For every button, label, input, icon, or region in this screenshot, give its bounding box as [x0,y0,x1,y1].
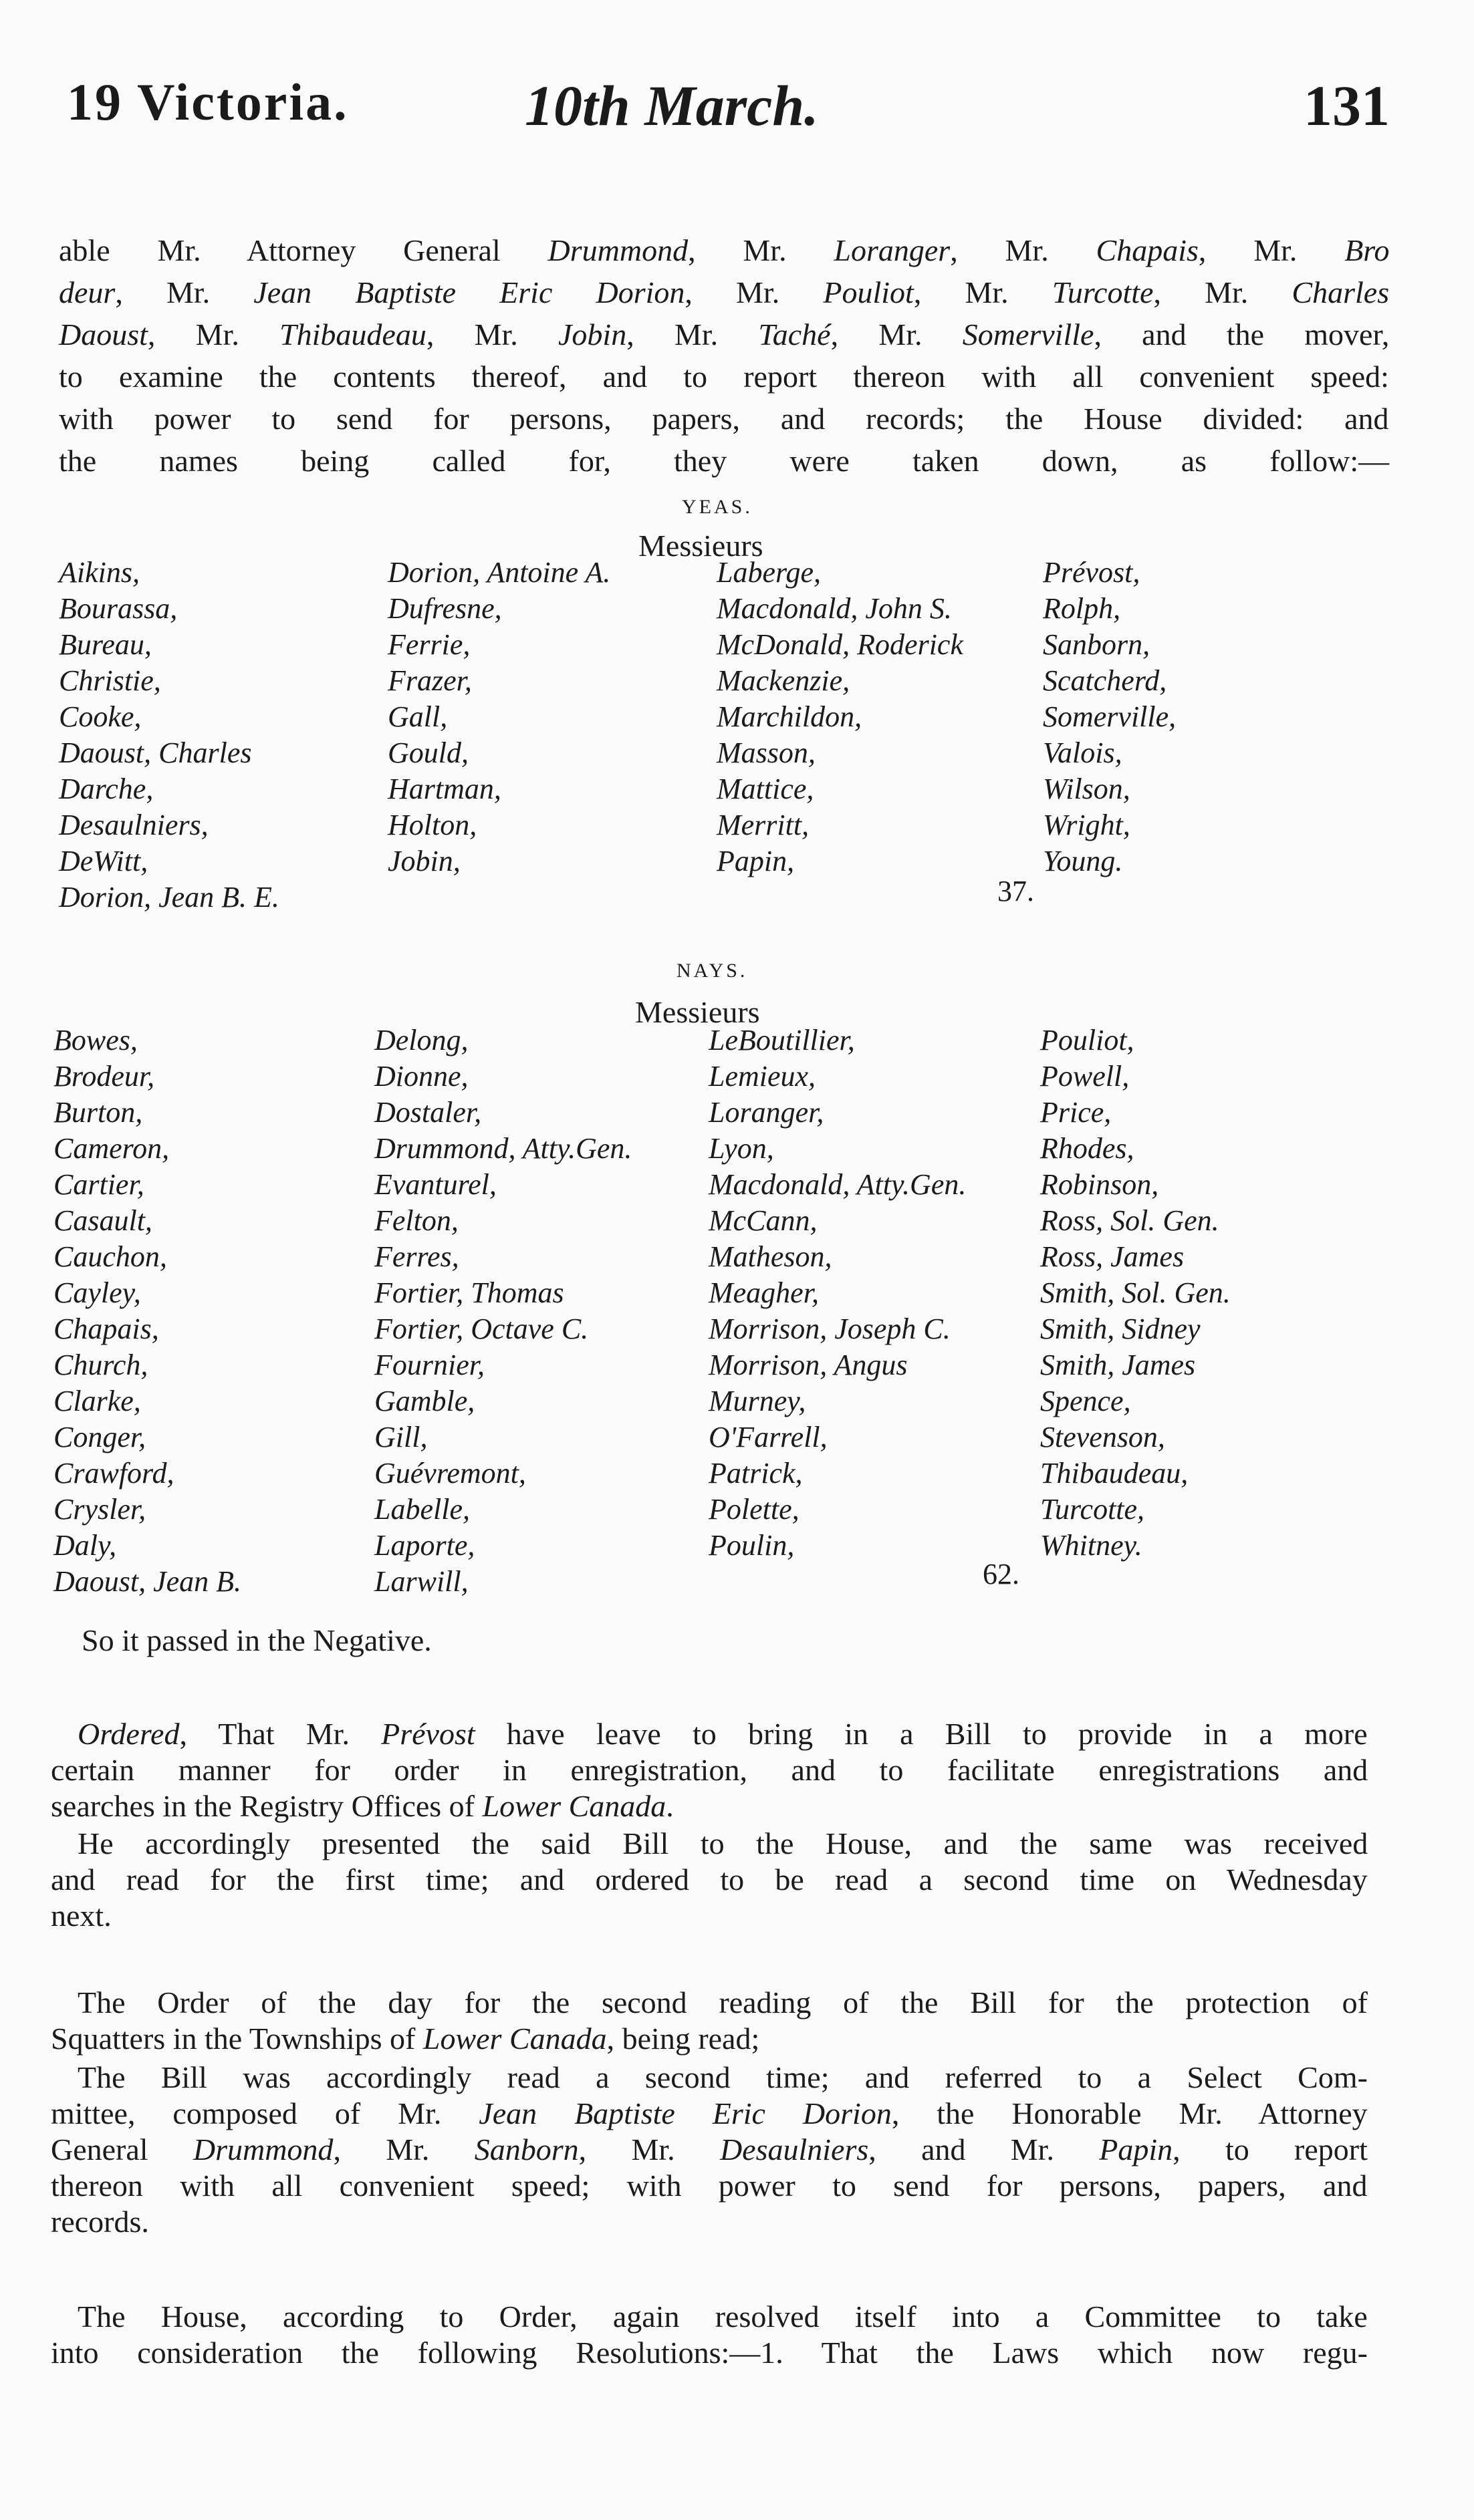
member-name: Stevenson, [1040,1421,1165,1453]
member-name: Robinson, [1040,1168,1159,1201]
text-run: , Mr. [333,2132,475,2166]
member-name: Fournier, [374,1349,485,1381]
member-name: Chapais, [53,1312,159,1345]
text-run: , Mr. [830,317,963,352]
member-name: Macdonald, Atty.Gen. [709,1168,967,1201]
italic-name: Daoust [59,317,148,352]
member-name: Church, [53,1349,148,1381]
text-run: The Order of the day for the second reading of the Bill for the protection of [78,1985,1368,2019]
member-name: Cauchon, [53,1240,167,1273]
member-name: Powell, [1040,1060,1130,1093]
member-name: Macdonald, John S. [717,592,952,625]
header-date: 10th March. [525,74,819,138]
member-name: Young. [1043,845,1123,877]
member-name: Wright, [1043,809,1130,841]
para5-line [51,2338,1368,2368]
member-name: Lemieux, [709,1060,816,1093]
text-run: , That Mr. [179,1717,382,1751]
member-name: Morrison, Angus [709,1349,908,1381]
member-name: Fortier, Octave C. [374,1312,589,1345]
member-name: Holton, [388,809,477,841]
text-run: searches in the Registry Offices of [51,1789,483,1823]
italic-name: Jobin [558,317,627,352]
yeas-column [388,555,610,879]
text-run: , Mr. [1198,233,1345,267]
italic-name: Sanborn [474,2132,579,2166]
para4-line [51,2134,1368,2165]
member-name: Cooke, [59,700,142,733]
member-name: Dufresne, [388,592,502,625]
member-name: Merritt, [717,809,810,841]
member-name: Gamble, [374,1385,475,1417]
member-name: Dionne, [374,1060,469,1093]
text-run: with power to send for persons, papers, and records; the House divided: and [59,402,1389,436]
nays-column [374,1022,632,1600]
para2-line [51,1864,1368,1895]
para4-line [51,2207,149,2237]
member-name: Smith, James [1040,1349,1196,1381]
text-run: General [51,2132,193,2166]
para2-line [51,1901,112,1931]
member-name: Mackenzie, [717,664,850,697]
italic-name: Bro [1344,233,1390,267]
member-name: Daoust, Jean B. [53,1565,242,1598]
member-name: Dorion, Antoine A. [388,556,611,589]
para4-line [51,2168,1368,2203]
member-name: Crysler, [53,1493,146,1526]
para1-line [51,1755,1368,1786]
member-name: Drummond, Atty.Gen. [374,1132,632,1165]
member-name: Gould, [388,736,469,769]
para4-line [78,2062,1368,2093]
intro-line [59,319,1389,350]
member-name: Bourassa, [59,592,178,625]
text-run: have leave to bring in a Bill to provide in a more [475,1717,1368,1751]
member-name: Labelle, [374,1493,470,1526]
member-name: Masson, [717,736,816,769]
intro-line [59,446,1389,476]
text-run: The Bill was accordingly read a second time; and referred to a Select Com- [78,2060,1368,2094]
text-run: able Mr. Attorney General [59,233,548,267]
member-name: Scatcherd, [1043,664,1167,697]
text-run: and read for the first time; and ordered to be read a second time on Wednesday [51,1862,1368,1897]
member-name: Patrick, [709,1457,803,1490]
italic-name: Somerville [962,317,1094,352]
para4-line [51,2098,1368,2129]
nays-heading: NAYS. [677,960,748,982]
member-name: Morrison, Joseph C. [709,1312,951,1345]
member-name: Clarke, [53,1385,141,1417]
italic-name: Lower Canada [482,1789,666,1823]
member-name: Desaulniers, [59,809,209,841]
text-run: , Mr. [950,233,1096,267]
member-name: Sanborn, [1043,628,1150,661]
member-name: Loranger, [709,1096,824,1129]
text-run: , Mr. [578,2132,720,2166]
member-name: Guévremont, [374,1457,526,1490]
member-name: Felton, [374,1204,459,1237]
member-name: Christie, [59,664,161,697]
italic-name: Drummond [547,233,689,267]
intro-line [59,404,1389,434]
yeas-column [1043,555,1176,879]
para1-line [78,1719,1368,1749]
para2-line [78,1828,1368,1859]
italic-name: Loranger [834,233,951,267]
italic-name: Thibaudeau [279,317,426,352]
member-name: Thibaudeau, [1040,1457,1189,1490]
member-name: Dorion, Jean B. E. [59,881,279,914]
nays-column [709,1022,966,1564]
text-run: , Mr. [913,275,1052,309]
para3-line [51,2023,759,2054]
member-name: Ross, Sol. Gen. [1040,1204,1219,1237]
member-name: Ross, James [1040,1240,1185,1273]
nays-messieurs: Messieurs [635,995,760,1029]
text-run: , being read; [606,2021,760,2056]
nays-total: 62. [983,1558,1019,1590]
intro-line [59,277,1389,308]
text-run: into consideration the following Resolutions:—1. That the Laws which now regu- [51,2336,1368,2370]
yeas-column [59,555,279,916]
header-regnal-year: 19 Victoria. [67,73,349,131]
member-name: Turcotte, [1040,1493,1145,1526]
member-name: Frazer, [388,664,472,697]
text-run: , to report [1173,2132,1368,2166]
member-name: Valois, [1043,736,1122,769]
para1-line [51,1791,674,1822]
italic-name: Charles [1292,275,1390,309]
italic-name: Taché [758,317,831,352]
text-run: , Mr. [426,317,558,352]
text-run: . [666,1789,674,1823]
member-name: Gall, [388,700,448,733]
member-name: Bowes, [53,1024,138,1057]
member-name: Fortier, Thomas [374,1276,564,1309]
text-run: certain manner for order in enregistration, and to facilitate enregistrations and [51,1753,1368,1787]
text-run: , Mr. [685,275,824,309]
text-run: He accordingly presented the said Bill to the House, and the same was received [78,1826,1368,1860]
italic-name: Desaulniers [719,2132,869,2166]
yeas-heading: YEAS. [682,496,753,518]
member-name: Price, [1040,1096,1112,1129]
text-run: , the Honorable Mr. Attorney [891,2096,1368,2130]
member-name: Larwill, [374,1565,469,1598]
member-name: Papin, [717,845,795,877]
member-name: Rolph, [1043,592,1121,625]
member-name: Jobin, [388,845,461,877]
italic-name: Jean Baptiste Eric Dorion [253,275,685,309]
text-run: The House, according to Order, again resolved itself into a Committee to take [78,2299,1368,2334]
member-name: Murney, [709,1385,806,1417]
member-name: Evanturel, [374,1168,497,1201]
member-name: Polette, [709,1493,800,1526]
text-run: , and the mover, [1094,317,1390,352]
member-name: Cayley, [53,1276,141,1309]
member-name: Casault, [53,1204,152,1237]
member-name: Burton, [53,1096,143,1129]
italic-name: Drummond [193,2132,334,2166]
yeas-messieurs: Messieurs [638,529,763,563]
text-run: , and Mr. [868,2132,1100,2166]
text-run: , Mr. [626,317,759,352]
member-name: Marchildon, [717,700,862,733]
member-name: Dostaler, [374,1096,482,1129]
text-run: , Mr. [115,275,254,309]
text-run: mittee, composed of Mr. [51,2096,479,2130]
member-name: Brodeur, [53,1060,155,1093]
text-run: thereon with all convenient speed; with power to send for persons, papers, and [51,2168,1368,2203]
member-name: Meagher, [709,1276,819,1309]
member-name: Cameron, [53,1132,170,1165]
italic-name: Jean Baptiste Eric Dorion [479,2096,892,2130]
member-name: Conger, [53,1421,146,1453]
italic-name: deur [59,275,116,309]
member-name: Crawford, [53,1457,174,1490]
italic-name: Lower Canada [422,2021,607,2056]
negative-result: So it passed in the Negative. [82,1623,432,1657]
member-name: McDonald, Roderick [717,628,963,661]
member-name: Mattice, [717,773,814,805]
member-name: Wilson, [1043,773,1130,805]
member-name: Bureau, [59,628,152,661]
text-run: , Mr. [147,317,280,352]
member-name: Delong, [374,1024,469,1057]
italic-name: Ordered [78,1717,180,1751]
member-name: Lyon, [709,1132,774,1165]
member-name: Daoust, Charles [59,736,252,769]
yeas-total: 37. [997,875,1034,907]
member-name: Laberge, [717,556,822,589]
member-name: Smith, Sidney [1040,1312,1201,1345]
member-name: Somerville, [1043,700,1177,733]
member-name: DeWitt, [59,845,148,877]
text-run: the names being called for, they were taken down, as follow:— [59,444,1390,478]
member-name: Ferres, [374,1240,459,1273]
member-name: Smith, Sol. Gen. [1040,1276,1231,1309]
text-run: records. [51,2205,149,2239]
member-name: Pouliot, [1040,1024,1134,1057]
nays-column [53,1022,241,1600]
para3-line [78,1987,1368,2018]
member-name: Aikins, [59,556,140,589]
member-name: Matheson, [709,1240,832,1273]
member-name: Hartman, [388,773,501,805]
member-name: Poulin, [709,1529,795,1562]
member-name: Rhodes, [1040,1132,1134,1165]
text-run: , Mr. [1153,275,1292,309]
italic-name: Prévost [381,1717,475,1751]
intro-line [59,362,1389,392]
page-number: 131 [1304,74,1390,138]
member-name: Spence, [1040,1385,1131,1417]
italic-name: Pouliot [823,275,914,309]
text-run: Squatters in the Townships of [51,2021,423,2056]
text-run: , Mr. [688,233,834,267]
text-run: to examine the contents thereof, and to report thereon with all convenient speed: [59,360,1389,394]
member-name: Daly, [53,1529,117,1562]
italic-name: Turcotte [1052,275,1154,309]
member-name: Prévost, [1043,556,1140,589]
member-name: Ferrie, [388,628,471,661]
member-name: O'Farrell, [709,1421,828,1453]
member-name: McCann, [709,1204,818,1237]
member-name: LeBoutillier, [709,1024,855,1057]
italic-name: Chapais [1096,233,1199,267]
italic-name: Papin [1099,2132,1173,2166]
member-name: Whitney. [1040,1529,1142,1562]
member-name: Laporte, [374,1529,475,1562]
text-run: next. [51,1899,112,1933]
para5-line [78,2301,1368,2332]
member-name: Cartier, [53,1168,144,1201]
yeas-column [717,555,963,879]
nays-column [1040,1022,1231,1564]
intro-line [59,235,1389,266]
member-name: Darche, [59,773,154,805]
member-name: Gill, [374,1421,428,1453]
